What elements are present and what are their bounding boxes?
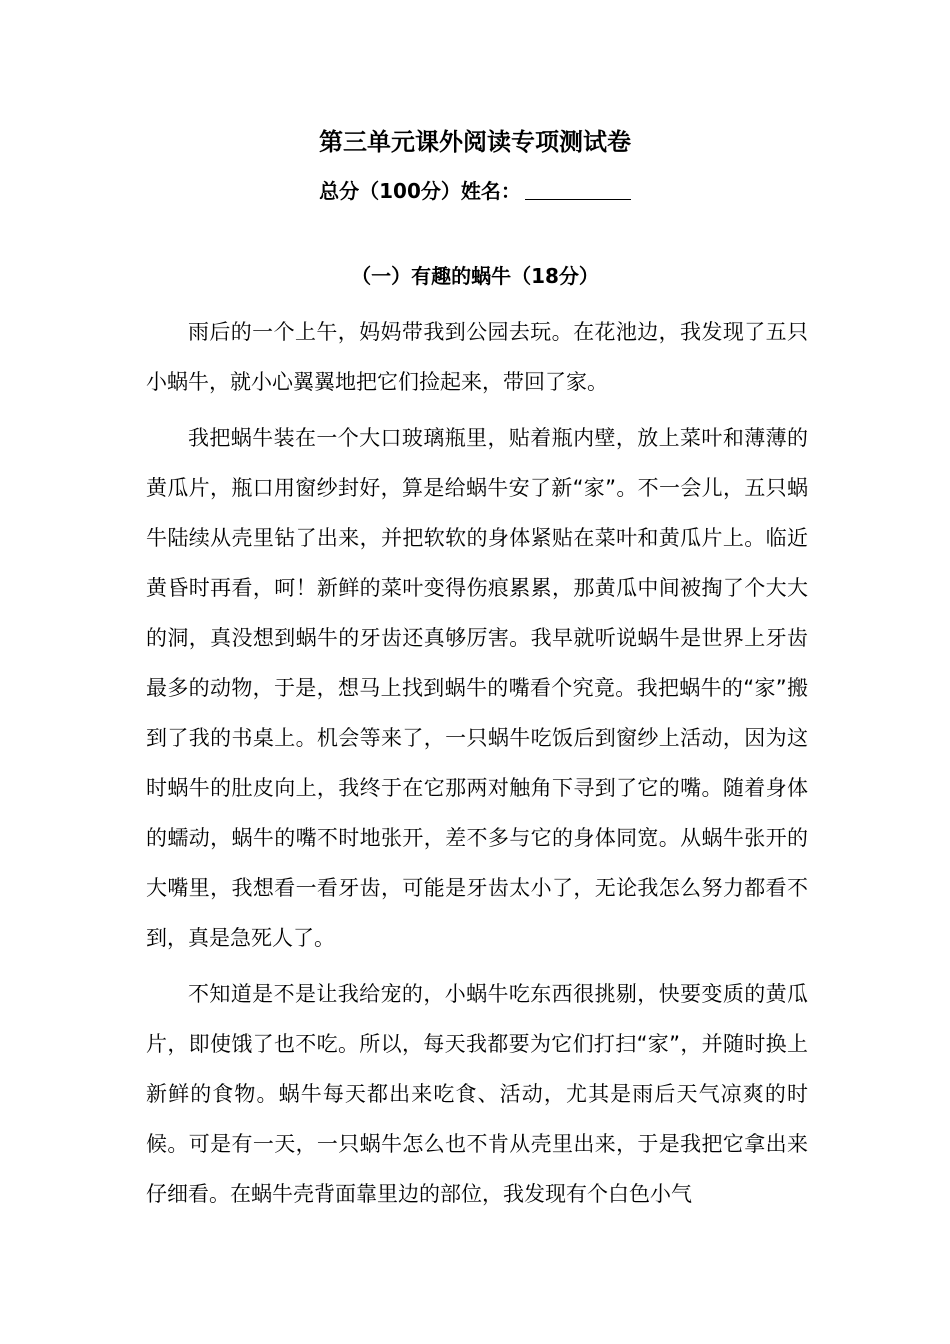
paragraph-3: 不知道是不是让我给宠的，小蜗牛吃东西很挑剔，快要变质的黄瓜片，即使饿了也不吃。所以，每天我都要为它们打扫“家”，并随时换上新鲜的食物。蜗牛每天都出来吃食、活动，尤其是雨后天气凉爽的时候。可是有一天，一只蜗牛怎么也不肯从壳里出来，于是我把它拿出来仔细看。在蜗牛壳背面靠里边的部位，我发现有个白色小气 [146,982,808,1206]
paragraph-2: 我把蜗牛装在一个大口玻璃瓶里，贴着瓶内壁，放上菜叶和薄薄的黄瓜片，瓶口用窗纱封好，算是给蜗牛安了新“家”。不一会儿，五只蜗牛陆续从壳里钻了出来，并把软软的身体紧贴在菜叶和黄瓜片上。临近黄昏时再看，呵！新鲜的菜叶变得伤痕累累，那黄瓜中间被掏了个大大的洞，真没想到蜗牛的牙齿还真够厉害。我早就听说蜗牛是世界上牙齿最多的动物，于是，想马上找到蜗牛的嘴看个究竟。我把蜗牛的“家”搬到了我的书桌上。机会等来了，一只蜗牛吃饭后到窗纱上活动，因为这时蜗牛的肚皮向上，我终于在它那两对触角下寻到了它的嘴。随着身体的蠕动，蜗牛的嘴不时地张开，差不多与它的身体同宽。从蜗牛张开的大嘴里，我想看一看牙齿，可能是牙齿太小了，无论我怎么努力都看不到，真是急死人了。 [146,426,808,950]
document-title: 第三单元课外阅读专项测试卷 [319,128,631,156]
name-blank-field[interactable] [525,177,631,200]
section-heading: （一）有趣的蜗牛（18分） [351,264,599,288]
score-name-line [0,173,950,209]
score-name-label: 总分（100分）姓名： [319,179,521,203]
reading-passage [146,307,808,1225]
paragraph-1: 雨后的一个上午，妈妈带我到公园去玩。在花池边，我发现了五只小蜗牛，就小心翼翼地把它们捡起来，带回了家。 [146,320,808,394]
